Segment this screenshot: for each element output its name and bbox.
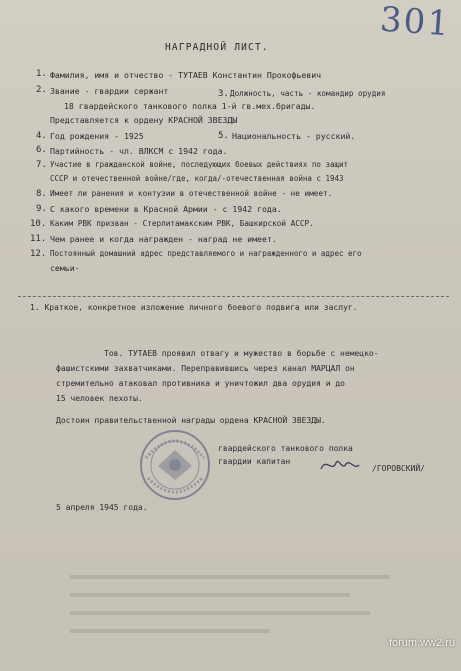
item-text: Участие в гражданской войне, последующих боевых действиях по защит (50, 160, 349, 169)
item-number: 5. (218, 131, 229, 141)
section-divider (18, 296, 449, 297)
handwritten-number: 301 (378, 0, 453, 45)
item-number: 4. (36, 131, 47, 141)
signature-name: /ГОРОВСКИЙ/ (372, 464, 425, 473)
item-text: семьи- (50, 263, 80, 273)
narrative-line: фашистскими захватчиками. Переправившись через канал МАРЦАЛ он (56, 364, 355, 373)
signature-rank: гвардии капитан (218, 457, 291, 466)
item-number: 12. (30, 249, 47, 259)
official-stamp (136, 428, 214, 502)
item-text: Чем ранее и когда награжден - наград не имеет. (50, 234, 277, 244)
narrative-line: Достоин правительственной награды ордена КРАСНОЙ ЗВЕЗДЫ. (56, 416, 326, 425)
item-number: 3. (218, 89, 229, 99)
item-text: Фамилия, имя и отчество - ТУТАЕВ Константин Прокофьевич (50, 70, 322, 80)
item-number: 2. (36, 85, 47, 95)
item-number: 7. (36, 160, 47, 170)
item-number: 10. (30, 219, 47, 229)
item-text: С какого времени в Красной Армии - с 1942 года. (50, 204, 282, 214)
item-text: Должность, часть - командир орудия (230, 89, 386, 98)
item-text: Звание - гвардии сержант (50, 86, 169, 96)
document-date: 5 апреля 1945 года. (56, 503, 148, 512)
item-text: Имеет ли ранения и контузии в отечественной войне - не имеет. (50, 189, 333, 198)
bleed-through-texture (60, 565, 410, 645)
document-title: НАГРАДНОЙ ЛИСТ. (165, 42, 269, 53)
item-text: Постоянный домашний адрес представляемого и награжденного и адрес его (50, 249, 362, 258)
signature-scribble (318, 455, 362, 477)
item-text: Каким РВК призван - Стерлитамакским РВК, Башкирской АССР. (50, 219, 314, 228)
item-number: 8. (36, 189, 47, 199)
narrative-line: стремительно атаковал противника и уничтожил два орудия и до (56, 379, 345, 388)
item-text: Год рождения - 1925 (50, 131, 144, 141)
item-text: Партийность - чл. ВЛКСМ с 1942 года. (50, 146, 228, 156)
item-number: 11. (30, 234, 47, 244)
item-number: 9. (36, 204, 47, 214)
item-number: 1. (36, 69, 47, 79)
narrative-line: Тов. ТУТАЕВ проявил отвагу и мужество в борьбе с немецко- (104, 349, 379, 358)
watermark: forum.ww2.ru (388, 637, 455, 649)
item-text: Национальность - русский. (232, 131, 356, 141)
item-text: СССР и отечественной войне/где, когда/-отечественная война с 1943 (50, 174, 344, 183)
signature-unit: гвардейского танкового полка (218, 444, 353, 453)
section-label: 1. Краткое, конкретное изложение личного боевого подвига или заслуг. (30, 303, 358, 312)
item-text: 18 гвардейского танкового полка 1-й гв.мех.бригады. (64, 101, 316, 111)
item-text: Представляется к ордену КРАСНОЙ ЗВЕЗДЫ (50, 115, 238, 125)
narrative-line: 15 человек пехоты. (56, 394, 143, 403)
item-number: 6. (36, 145, 47, 155)
